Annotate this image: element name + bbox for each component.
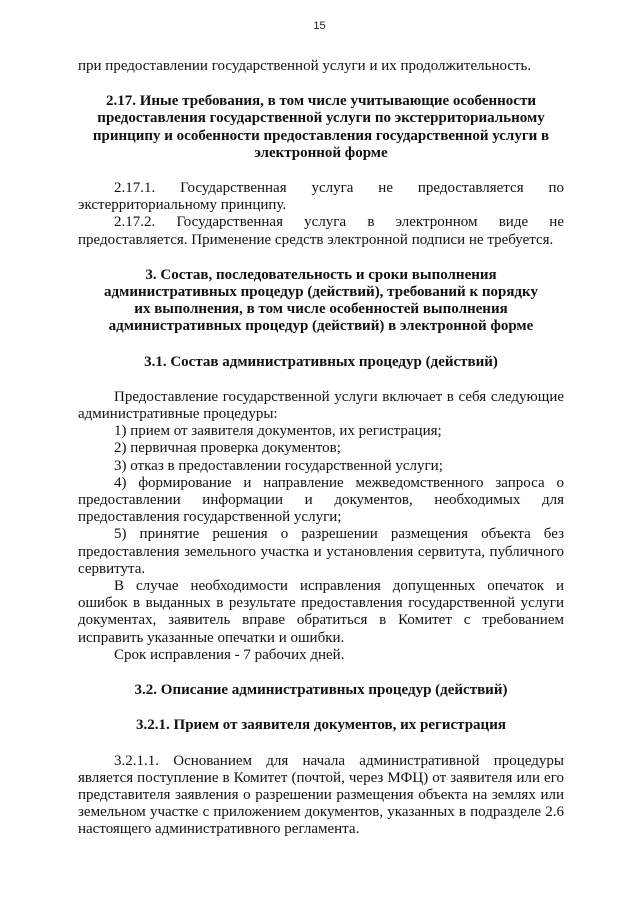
- paragraph-term: Срок исправления - 7 рабочих дней.: [114, 646, 345, 663]
- paragraph-line: административные процедуры:: [78, 406, 278, 423]
- heading-line: электронной форме: [254, 144, 388, 161]
- intro-line: при предоставлении государственной услуги и их продолжительность.: [78, 58, 532, 74]
- heading-line: принципу и особенности предоставления государственной услуги в: [92, 127, 550, 144]
- heading-line: 2.17. Иные требования, в том числе учитывающие особенности: [106, 93, 536, 110]
- paragraph-line: 3.2.1.1. Основанием для начала административной процедуры: [114, 752, 564, 769]
- paragraph-line: ошибок в выданных в результате предоставления государственной услуги: [78, 595, 564, 612]
- list-item-4: [78, 475, 564, 527]
- paragraph-line: документах, заявитель вправе обратиться в Комитет с требованием: [78, 612, 564, 629]
- list-item-5: [78, 526, 564, 578]
- paragraph-errors: [78, 578, 564, 647]
- paragraph-line: исправить указанные опечатки и ошибки.: [78, 629, 345, 646]
- section-3-heading: [78, 267, 564, 336]
- paragraph-2-17-2: [78, 214, 564, 248]
- paragraph-line: предоставляется. Применение средств электронной подписи не требуется.: [78, 231, 554, 248]
- paragraph-line: 4) формирование и направление межведомственного запроса о: [114, 474, 564, 491]
- paragraph-line: экстерриториальному принципу.: [78, 197, 287, 214]
- paragraph-3-2-1-1: [78, 753, 564, 839]
- heading-line: предоставления государственной услуги по экстерриториальному: [97, 110, 545, 127]
- heading-line: их выполнения, в том числе особенностей выполнения: [134, 301, 508, 318]
- paragraph-line: настоящего административного регламента.: [78, 821, 360, 838]
- paragraph-line: предоставления государственной услуги;: [78, 509, 342, 526]
- heading-line: 3. Состав, последовательность и сроки выполнения: [145, 266, 497, 283]
- paragraph-line: Предоставление государственной услуги включает в себя следующие: [114, 388, 564, 405]
- paragraph-line: предоставлении информации и документов, необходимых для: [78, 492, 564, 509]
- section-3-2-heading: 3.2. Описание административных процедур (действий): [134, 682, 508, 699]
- document-body: [78, 58, 564, 839]
- paragraph-line: является поступление в Комитет (почтой, через МФЦ) от заявителя или его: [78, 769, 564, 786]
- list-item: 2) первичная проверка документов;: [114, 440, 341, 457]
- page-number: 15: [313, 20, 326, 32]
- paragraph-2-17-1: [78, 180, 564, 214]
- paragraph-line: земельном участке с приложением документов, указанных в подразделе 2.6: [78, 804, 564, 821]
- paragraph-line: сервитута.: [78, 560, 146, 577]
- paragraph-line: В случае необходимости исправления допущенных опечаток и: [114, 578, 564, 595]
- list-item: 3) отказ в предоставлении государственной услуги;: [114, 457, 443, 474]
- paragraph-line: 2.17.2. Государственная услуга в электронном виде не: [114, 214, 564, 231]
- heading-line: административных процедур (действий) в электронной форме: [108, 318, 534, 335]
- section-2-17-heading: [78, 93, 564, 162]
- paragraph-line: 2.17.1. Государственная услуга не предоставляется по: [114, 180, 564, 197]
- section-3-2-1-heading: 3.2.1. Прием от заявителя документов, их регистрация: [136, 717, 506, 734]
- list-item: 1) прием от заявителя документов, их регистрация;: [114, 423, 442, 440]
- paragraph-line: представителя заявления о разрешении размещения объекта на землях или: [78, 786, 564, 803]
- heading-line: административных процедур (действий), требований к порядку: [104, 284, 538, 301]
- paragraph-3-1: [78, 389, 564, 423]
- procedure-list: [78, 423, 564, 475]
- paragraph-line: предоставления земельного участка и установления сервитута, публичного: [78, 543, 564, 560]
- paragraph-line: 5) принятие решения о разрешении размещения объекта без: [114, 526, 564, 543]
- section-3-1-heading: 3.1. Состав административных процедур (действий): [144, 353, 498, 370]
